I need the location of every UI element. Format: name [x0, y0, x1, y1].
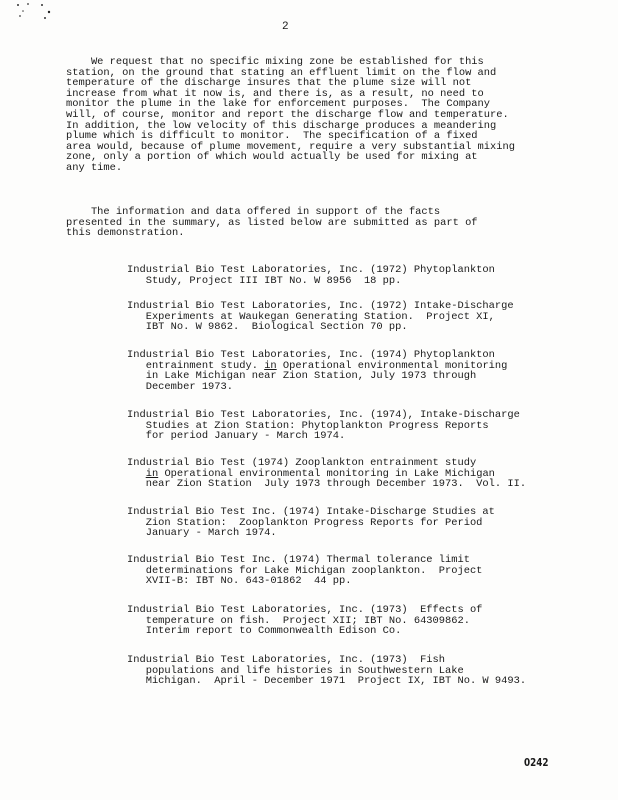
text-line: Industrial Bio Test Laboratories, Inc. (1972) Phytoplankton	[127, 264, 495, 276]
text-line: temperature of the discharge insures that the plume size will not	[66, 77, 472, 90]
text-line: Industrial Bio Test Laboratories, Inc. (1972) Intake-Discharge	[127, 300, 514, 312]
page-number: 2	[282, 21, 289, 33]
text-line: will, of course, monitor and report the discharge flow and temperature.	[66, 108, 509, 121]
text-line: Zion Station: Zooplankton Progress Reports for Period	[127, 516, 483, 529]
text-line: January - March 1974.	[127, 527, 277, 540]
text-line: in Lake Michigan near Zion Station, July 1973 through	[127, 370, 477, 383]
text-line: Studies at Zion Station: Phytoplankton Progress Reports	[127, 419, 489, 432]
text-line: Industrial Bio Test Laboratories, Inc. (1974), Intake-Discharge	[127, 409, 520, 421]
text-line: temperature on fish. Project XII; IBT No. 64309862.	[127, 614, 470, 627]
underlined-word: in	[264, 359, 277, 372]
text-line: this demonstration.	[66, 227, 185, 240]
scan-specks	[16, 2, 56, 24]
text-line: plume which is difficult to monitor. The specification of a fixed	[66, 130, 478, 143]
paragraph-information-data	[66, 207, 478, 239]
text-line: December 1973.	[127, 380, 234, 393]
text-line: any time.	[66, 161, 123, 174]
reference-entry	[127, 301, 514, 333]
reference-entry	[127, 555, 482, 587]
reference-entry	[127, 655, 526, 687]
reference-entry	[127, 458, 526, 490]
text-line: for period January - March 1974.	[127, 430, 346, 443]
text-line: IBT No. W 9862. Biological Section 70 pp.	[127, 321, 408, 334]
underlined-word: in	[145, 467, 159, 480]
text-line: Study, Project III IBT No. W 8956 18 pp.	[127, 274, 402, 287]
text-line: Industrial Bio Test Laboratories, Inc. (1973) Effects of	[127, 604, 483, 616]
text-line: Operational environmental monitoring	[276, 359, 508, 372]
text-line: station, on the ground that stating an effluent limit on the flow and	[66, 66, 497, 79]
reference-entry	[127, 410, 520, 442]
reference-entry	[127, 507, 495, 539]
reference-entry	[127, 265, 495, 286]
reference-entry	[127, 605, 482, 637]
text-line: presented in the summary, as listed below are submitted as part of	[66, 216, 478, 229]
text-line: Industrial Bio Test Laboratories, Inc. (1974) Phytoplankton	[127, 349, 495, 361]
text-line: near Zion Station July 1973 through December 1973. Vol. II.	[127, 478, 527, 491]
text-line: Industrial Bio Test (1974) Zooplankton entrainment study	[127, 457, 477, 469]
text-line: zone, only a portion of which would actually be used for mixing at	[66, 151, 478, 164]
text-line: Experiments at Waukegan Generating Station. Project XI,	[127, 310, 495, 323]
text-line: area would, because of plume movement, require a very substantial mixing	[66, 140, 515, 153]
text-line: Interim report to Commonwealth Edison Co.	[127, 625, 402, 638]
text-line: Industrial Bio Test Inc. (1974) Intake-Discharge Studies at	[127, 506, 495, 518]
text-line: determinations for Lake Michigan zooplankton. Project	[127, 564, 483, 577]
text-line: Michigan. April - December 1971 Project IX, IBT No. W 9493.	[127, 675, 527, 688]
text-line: Operational environmental monitoring in Lake Michigan	[158, 467, 495, 480]
text-line: populations and life histories in Southwestern Lake	[127, 664, 464, 677]
reference-entry	[127, 350, 507, 392]
text-line: In addition, the low velocity of this discharge produces a meandering	[66, 119, 497, 132]
text-line: entrainment study.	[127, 359, 265, 372]
text-line: The information and data offered in support of the facts	[66, 206, 441, 218]
text-line: monitor the plume in the lake for enforcement purposes. The Company	[66, 98, 491, 111]
text-line: We request that no specific mixing zone be established for this	[66, 56, 484, 68]
text-line: Industrial Bio Test Inc. (1974) Thermal tolerance limit	[127, 554, 470, 566]
text-line: Industrial Bio Test Laboratories, Inc. (1973) Fish	[127, 654, 446, 666]
paragraph-mixing-zone	[66, 57, 515, 174]
document-stamp-number: 0242	[524, 756, 549, 769]
text-line: increase from what it now is, and there is, as a result, no need to	[66, 87, 484, 100]
text-line: XVII-B: IBT No. 643-01862 44 pp.	[127, 575, 352, 588]
